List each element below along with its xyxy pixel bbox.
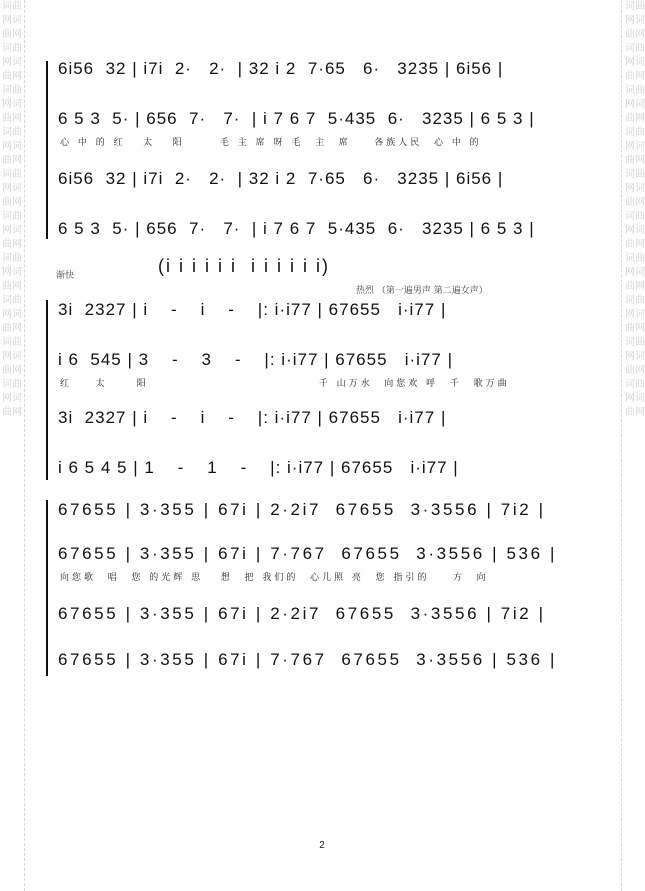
staff-line xyxy=(52,646,592,676)
staff-line xyxy=(52,540,592,583)
lyric-line: 心 中 的 红 太 阳 毛 主 席 呀 毛 主 席 各族人民 心 中 的 xyxy=(60,138,482,148)
watermark-line-left xyxy=(24,0,25,891)
staff-line xyxy=(52,404,592,434)
staff-line xyxy=(52,296,592,326)
staff-line xyxy=(52,346,592,389)
interlude-notes: (i i i i i i i i i i i i) xyxy=(158,256,330,276)
staff-notes: i 6 5 4 5 | 1 - 1 - |: i·i77 | 67655 i·i77 | xyxy=(58,458,459,477)
staff-notes: 67655 | 3·355 | 67i | 7·767 67655 3·3556 | 536 | xyxy=(58,650,557,669)
system-bracket xyxy=(46,300,48,480)
lyric-line: 红 太 阳 千 山万水 向您欢 呼 千 歌万曲 xyxy=(60,379,510,389)
staff-line xyxy=(52,55,592,85)
staff-line xyxy=(52,454,592,484)
staff-notes: 6 5 3 5· | 656 7· 7· | i 7 6 7 5·435 6· 3235 | 6 5 3 | xyxy=(58,219,535,238)
staff-notes: 67655 | 3·355 | 67i | 7·767 67655 3·3556 | 536 | xyxy=(58,544,557,563)
page-number: 2 xyxy=(319,840,325,851)
staff-line xyxy=(52,600,592,630)
staff-notes: 6 5 3 5· | 656 7· 7· | i 7 6 7 5·435 6· 3235 | 6 5 3 | xyxy=(58,109,535,128)
watermark-left: 词曲网词曲网词曲网词曲网词曲网词曲网词曲网词曲网词曲网词曲网词曲网词曲网词曲网词曲网词曲网词曲网词曲网词曲网词曲网词曲网 xyxy=(2,1,22,418)
system-bracket xyxy=(46,61,48,239)
performance-note: 热烈 （第一遍男声 第二遍女声） xyxy=(356,286,488,296)
staff-notes: 67655 | 3·355 | 67i | 2·2i7 67655 3·3556 | 7i2 | xyxy=(58,500,546,519)
staff-line xyxy=(52,165,592,195)
staff-notes: 67655 | 3·355 | 67i | 2·2i7 67655 3·3556 | 7i2 | xyxy=(58,604,546,623)
lyric-line: 向您歌 唱 您 的光辉 思 想 把 我们的 心儿照 亮 您 指引的 方 向 xyxy=(60,573,489,583)
staff-line xyxy=(52,105,592,148)
staff-notes: i 6 545 | 3 - 3 - |: i·i77 | 67655 i·i77 | xyxy=(58,350,453,369)
watermark-right: 词曲网词曲网词曲网词曲网词曲网词曲网词曲网词曲网词曲网词曲网词曲网词曲网词曲网词曲网词曲网词曲网词曲网词曲网词曲网词曲网 xyxy=(625,1,645,418)
staff-line xyxy=(52,496,592,526)
staff-line xyxy=(52,215,592,245)
staff-notes: 6i56 32 | i7i 2· 2· | 32 i 2 7·65 6· 3235 | 6i56 | xyxy=(58,59,504,78)
watermark-line-right xyxy=(621,0,622,891)
system-bracket xyxy=(46,500,48,676)
staff-notes: 6i56 32 | i7i 2· 2· | 32 i 2 7·65 6· 3235 | 6i56 | xyxy=(58,169,504,188)
staff-notes: 3i 2327 | i - i - |: i·i77 | 67655 i·i77 | xyxy=(58,300,447,319)
staff-notes: 3i 2327 | i - i - |: i·i77 | 67655 i·i77 | xyxy=(58,408,447,427)
section-mark: 渐快 xyxy=(56,270,75,280)
